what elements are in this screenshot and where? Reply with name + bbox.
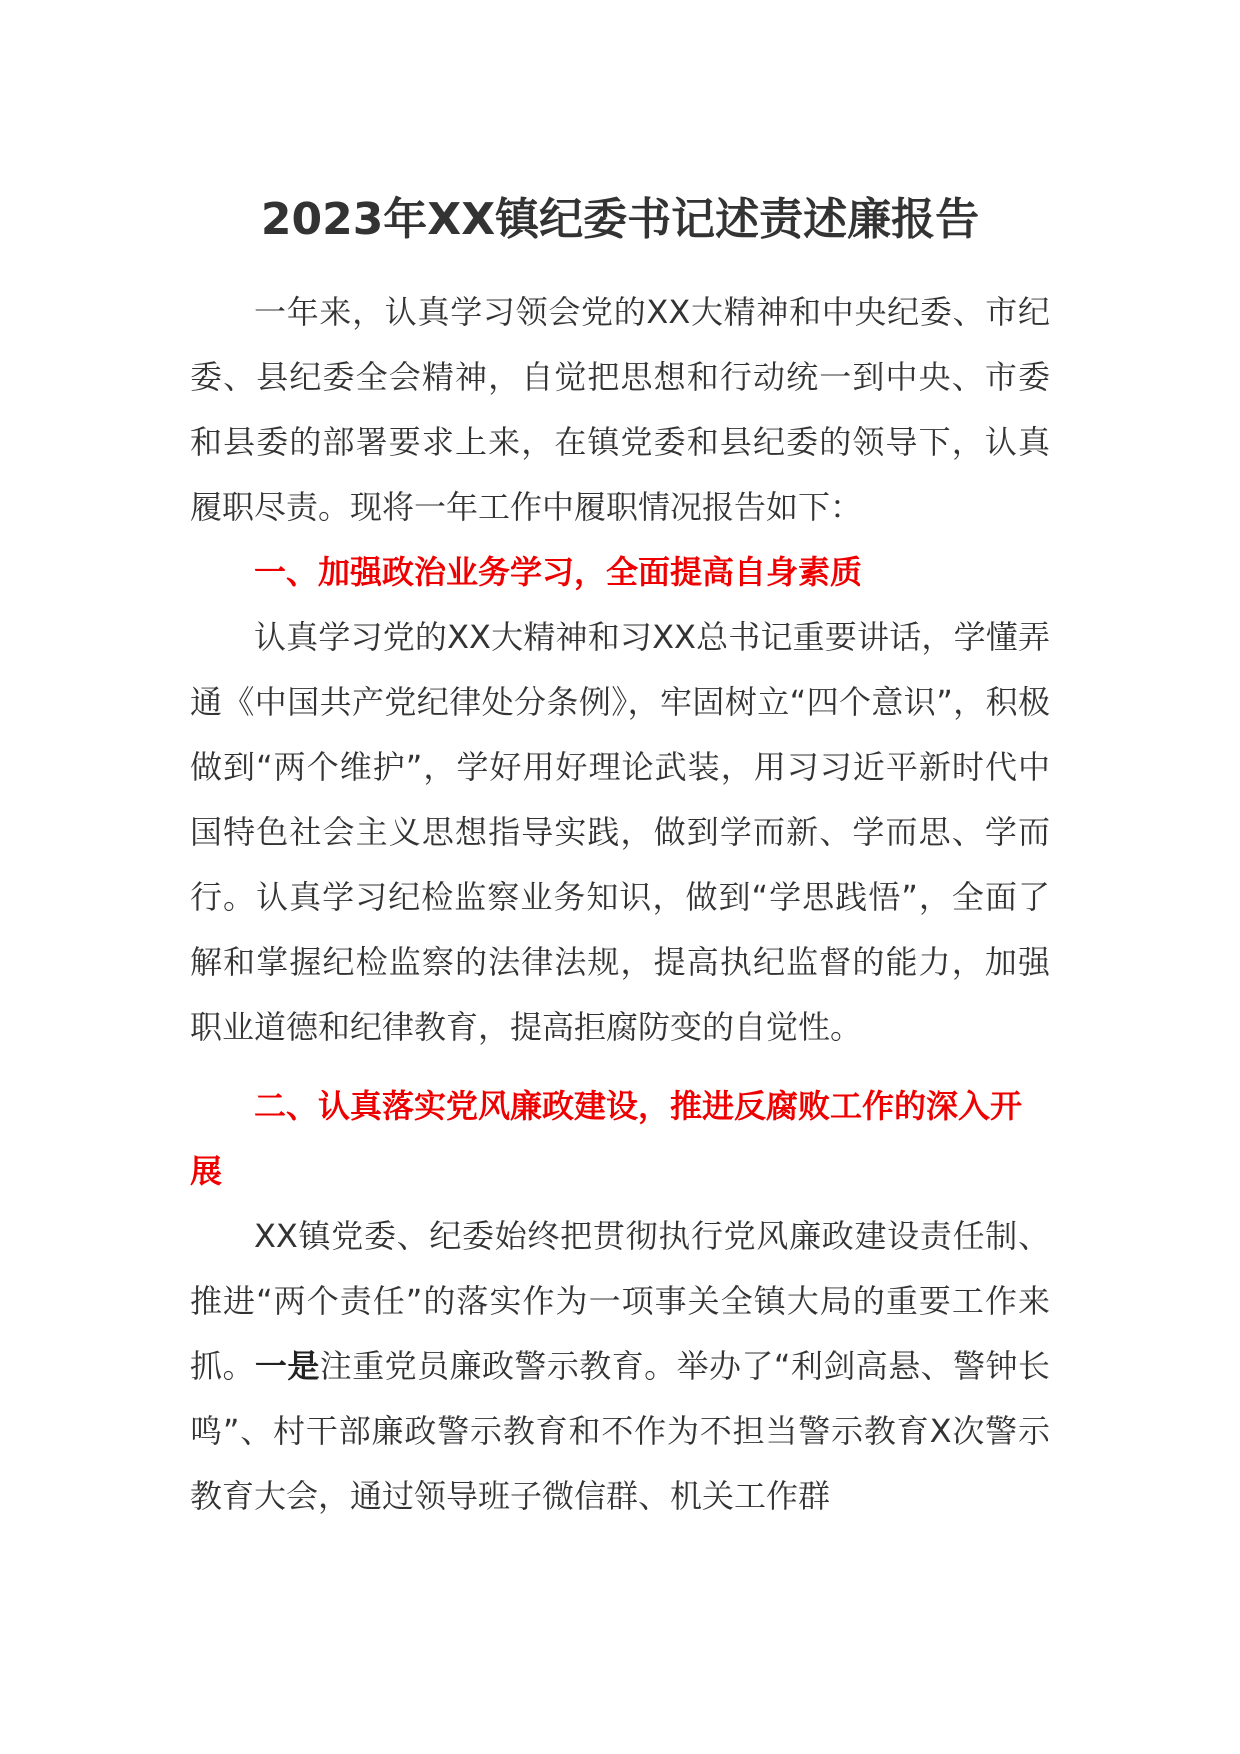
section-1-paragraph: 认真学习党的XX大精神和习XX总书记重要讲话，学懂弄通《中国共产党纪律处分条例》，牢固树立“四个意识”，积极做到“两个维护”，学好用好理论武装，用习习近平新时代中国特色社会主义思想指导实践，做到学而新、学而思、学而行。认真学习纪检监察业务知识，做到“学思践悟”，全面了解和掌握纪检监察的法律法规，提高执纪监督的能力，加强职业道德和纪律教育，提高拒腐防变的自觉性。: [190, 618, 1050, 1046]
section-2-paragraph: [190, 1204, 1050, 1529]
section-2-bold-lead: 一是: [254, 1347, 320, 1385]
section-2-text-after: 注重党员廉政警示教育。举办了“利剑高悬、警钟长鸣”、村干部廉政警示教育和不作为不担当警示教育X次警示教育大会，通过领导班子微信群、机关工作群: [190, 1347, 1050, 1515]
intro-paragraph: 一年来，认真学习领会党的XX大精神和中央纪委、市纪委、县纪委全会精神，自觉把思想和行动统一到中央、市委和县委的部署要求上来，在镇党委和县纪委的领导下，认真履职尽责。现将一年工作中履职情况报告如下：: [190, 293, 1050, 526]
section-2-text-before: XX镇党委、纪委始终把贯彻执行党风廉政建设责任制、推进“两个责任”的落实作为一项事关全镇大局的重要工作来抓。: [190, 1217, 1050, 1385]
section-2-heading: 二、认真落实党风廉政建设，推进反腐败工作的深入开展: [190, 1087, 1023, 1190]
document-title: 2023年XX镇纪委书记述责述廉报告: [260, 194, 980, 245]
section-1-heading: 一、加强政治业务学习，全面提高自身素质: [254, 553, 863, 591]
document-body: [190, 280, 1050, 1529]
